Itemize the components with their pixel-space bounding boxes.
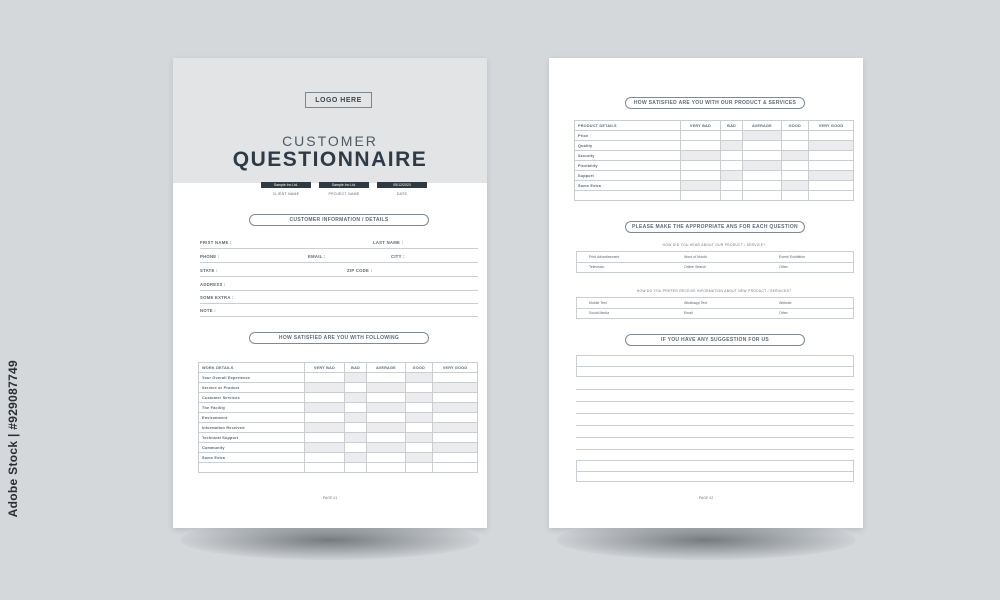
rating-cell[interactable] xyxy=(305,403,345,413)
q1-option-other[interactable]: Other xyxy=(779,265,788,269)
q2-option-mobile-text[interactable]: Mobile Text xyxy=(589,301,607,305)
table-header: BAD xyxy=(344,363,366,373)
rating-cell[interactable] xyxy=(743,171,781,181)
first-name-line[interactable] xyxy=(200,248,478,249)
rating-cell[interactable] xyxy=(720,171,742,181)
section-customer-info: CUSTOMER INFORMATION / DETAILS xyxy=(249,214,429,226)
rating-cell[interactable] xyxy=(433,433,478,443)
table-row xyxy=(575,141,854,151)
row-label: Quality xyxy=(575,141,681,151)
suggestion-line-1[interactable] xyxy=(576,389,854,390)
row-label: Customer Services xyxy=(199,393,305,403)
q1-option-print[interactable]: Print Advertisement xyxy=(589,255,620,259)
rating-cell[interactable] xyxy=(809,131,854,141)
some-extra-line[interactable] xyxy=(200,303,478,304)
q1-option-event[interactable]: Event/ Exhibition xyxy=(779,255,806,259)
rating-cell[interactable] xyxy=(367,403,405,413)
table-row xyxy=(575,171,854,181)
rating-cell[interactable] xyxy=(344,383,366,393)
row-label: Service or Product xyxy=(199,383,305,393)
row-label xyxy=(199,463,305,473)
table-row xyxy=(199,393,478,403)
suggestion-line-5[interactable] xyxy=(576,437,854,438)
row-label: Community xyxy=(199,443,305,453)
rating-cell[interactable] xyxy=(305,423,345,433)
page-number: PAGE 02 xyxy=(698,496,714,500)
rating-cell[interactable] xyxy=(743,141,781,151)
rating-cell[interactable] xyxy=(681,181,721,191)
row-label: Price xyxy=(575,131,681,141)
state-line[interactable] xyxy=(200,276,478,277)
q1-option-television[interactable]: Television xyxy=(589,265,605,269)
row-label: Flexibility xyxy=(575,161,681,171)
rating-cell[interactable] xyxy=(781,191,809,201)
rating-cell[interactable] xyxy=(305,383,345,393)
rating-cell[interactable] xyxy=(809,181,854,191)
rating-cell[interactable] xyxy=(367,393,405,403)
table-row xyxy=(575,151,854,161)
row-label: Technical Support xyxy=(199,433,305,443)
state-label: STATE : xyxy=(200,268,218,273)
row-label: Security xyxy=(575,151,681,161)
last-name-label: LAST NAME : xyxy=(373,240,404,245)
title-customer: CUSTOMER xyxy=(282,133,378,149)
rating-cell[interactable] xyxy=(433,373,478,383)
table-row xyxy=(199,453,478,463)
rating-cell[interactable] xyxy=(344,423,366,433)
rating-cell[interactable] xyxy=(405,403,433,413)
rating-cell[interactable] xyxy=(433,383,478,393)
rating-cell[interactable] xyxy=(405,383,433,393)
rating-cell[interactable] xyxy=(305,413,345,423)
rating-cell[interactable] xyxy=(405,373,433,383)
first-name-label: FRIST NAME : xyxy=(200,240,232,245)
row-label: Some Extra xyxy=(199,453,305,463)
rating-cell[interactable] xyxy=(433,393,478,403)
rating-cell[interactable] xyxy=(344,413,366,423)
suggestion-line-6[interactable] xyxy=(576,449,854,450)
rating-cell[interactable] xyxy=(781,171,809,181)
rating-cell[interactable] xyxy=(405,393,433,403)
table-row xyxy=(199,423,478,433)
rating-cell[interactable] xyxy=(405,413,433,423)
q1-option-online-search[interactable]: Online Search xyxy=(684,265,707,269)
section-how-satisfied: HOW SATISFIED ARE YOU WITH FOLLOWING xyxy=(249,332,429,344)
rating-cell[interactable] xyxy=(367,463,405,473)
section-product-satisfaction: HOW SATISFIED ARE YOU WITH OUR PRODUCT & SERVICES xyxy=(625,97,805,109)
rating-cell[interactable] xyxy=(305,463,345,473)
city-label: CITY : xyxy=(391,254,405,259)
adobe-stock-id: Adobe Stock | #929087749 xyxy=(6,360,20,518)
table-header: VERY GOOD xyxy=(433,363,478,373)
table-row xyxy=(575,181,854,191)
table-header: PRODUCT DETAILS xyxy=(575,121,681,131)
address-label: ADDRESS : xyxy=(200,282,226,287)
note-line[interactable] xyxy=(200,316,478,317)
row-label xyxy=(575,191,681,201)
date-label: DATE xyxy=(396,192,408,196)
rating-cell[interactable] xyxy=(681,161,721,171)
rating-cell[interactable] xyxy=(433,443,478,453)
rating-cell[interactable] xyxy=(720,181,742,191)
row-label: Environment xyxy=(199,413,305,423)
rating-cell[interactable] xyxy=(367,373,405,383)
rating-cell[interactable] xyxy=(367,443,405,453)
satisfaction-table xyxy=(198,362,478,473)
page-one xyxy=(173,58,487,528)
date-value: 05/12/2023 xyxy=(377,182,427,188)
rating-cell[interactable] xyxy=(781,181,809,191)
question-one: HOW DID YOU HEAR ABOUT OUR PRODUCT / SERVICE? xyxy=(662,243,766,247)
rating-cell[interactable] xyxy=(681,141,721,151)
rating-cell[interactable] xyxy=(305,433,345,443)
note-label: NOTE : xyxy=(200,308,216,313)
address-line[interactable] xyxy=(200,290,478,291)
project-name-value: Sample Inc Ltd. xyxy=(319,182,369,188)
q2-option-whatsapp[interactable]: Whatsapp Text xyxy=(684,301,708,305)
phone-line[interactable] xyxy=(200,262,478,263)
table-row xyxy=(199,373,478,383)
table-header: AVERAGE xyxy=(743,121,781,131)
client-name-value: Sample Inc Ltd. xyxy=(261,182,311,188)
rating-cell[interactable] xyxy=(367,423,405,433)
table-header: AVERAGE xyxy=(367,363,405,373)
row-label: Information Received xyxy=(199,423,305,433)
rating-cell[interactable] xyxy=(743,191,781,201)
rating-cell[interactable] xyxy=(344,443,366,453)
suggestion-line-4[interactable] xyxy=(576,425,854,426)
rating-cell[interactable] xyxy=(781,131,809,141)
rating-cell[interactable] xyxy=(743,181,781,191)
table-row xyxy=(575,161,854,171)
rating-cell[interactable] xyxy=(720,151,742,161)
rating-cell[interactable] xyxy=(681,191,721,201)
table-header: GOOD xyxy=(405,363,433,373)
table-header: GOOD xyxy=(781,121,809,131)
q2-option-other[interactable]: Other xyxy=(779,311,788,315)
rating-cell[interactable] xyxy=(433,403,478,413)
rating-cell[interactable] xyxy=(305,443,345,453)
rating-cell[interactable] xyxy=(433,423,478,433)
rating-cell[interactable] xyxy=(681,151,721,161)
rating-cell[interactable] xyxy=(743,131,781,141)
table-row xyxy=(199,443,478,453)
table-row xyxy=(199,383,478,393)
page-number: PAGE 01 xyxy=(322,496,338,500)
phone-label: PHONE : xyxy=(200,254,220,259)
rating-cell[interactable] xyxy=(344,453,366,463)
table-row xyxy=(199,403,478,413)
rating-cell[interactable] xyxy=(720,161,742,171)
rating-cell[interactable] xyxy=(367,383,405,393)
rating-cell[interactable] xyxy=(743,151,781,161)
table-row xyxy=(575,131,854,141)
rating-cell[interactable] xyxy=(681,171,721,181)
rating-cell[interactable] xyxy=(405,423,433,433)
rating-cell[interactable] xyxy=(743,161,781,171)
client-name-label: CLIENT NAME xyxy=(272,192,300,196)
table-row xyxy=(199,463,478,473)
rating-cell[interactable] xyxy=(720,141,742,151)
rating-cell[interactable] xyxy=(720,131,742,141)
title-questionnaire: QUESTIONNAIRE xyxy=(232,148,428,171)
q2-option-social-media[interactable]: Social Media xyxy=(589,311,610,315)
row-label: Your Overall Experience xyxy=(199,373,305,383)
q2-option-website[interactable]: Website xyxy=(779,301,792,305)
question-one-divider xyxy=(576,262,854,263)
zip-label: ZIP CODE : xyxy=(347,268,373,273)
suggestion-top-divider xyxy=(576,366,854,367)
q2-option-email[interactable]: Email xyxy=(684,311,693,315)
table-row xyxy=(199,413,478,423)
email-label: EMAIL : xyxy=(308,254,326,259)
some-extra-label: SOME EXTRA : xyxy=(200,295,234,300)
rating-cell[interactable] xyxy=(344,403,366,413)
rating-cell[interactable] xyxy=(344,393,366,403)
rating-cell[interactable] xyxy=(781,161,809,171)
product-table xyxy=(574,120,854,201)
rating-cell[interactable] xyxy=(720,191,742,201)
rating-cell[interactable] xyxy=(809,191,854,201)
rating-cell[interactable] xyxy=(405,433,433,443)
rating-cell[interactable] xyxy=(433,463,478,473)
q1-option-word-of-mouth[interactable]: Word of Mouth xyxy=(684,255,707,259)
rating-cell[interactable] xyxy=(367,413,405,423)
row-label: Support xyxy=(575,171,681,181)
rating-cell[interactable] xyxy=(367,433,405,443)
section-suggestion: IF YOU HAVE ANY SUGGESTION FOR US xyxy=(625,334,805,346)
row-label: The Facility xyxy=(199,403,305,413)
rating-cell[interactable] xyxy=(809,141,854,151)
rating-cell[interactable] xyxy=(305,453,345,463)
rating-cell[interactable] xyxy=(367,453,405,463)
question-two-divider xyxy=(576,308,854,309)
rating-cell[interactable] xyxy=(809,151,854,161)
rating-cell[interactable] xyxy=(781,141,809,151)
table-header: VERY BAD xyxy=(305,363,345,373)
rating-cell[interactable] xyxy=(344,463,366,473)
question-two: HOW DO YOU PREFER RECEIVE INFORMATION ABOUT NEW PRODUCT / SERVICES? xyxy=(636,289,792,293)
rating-cell[interactable] xyxy=(433,453,478,463)
project-name-label: PROJECT NAME xyxy=(328,192,360,196)
table-row xyxy=(575,191,854,201)
rating-cell[interactable] xyxy=(809,161,854,171)
suggestion-bottom-divider xyxy=(576,471,854,472)
page-two xyxy=(549,58,863,528)
table-header: WORK DETAILS xyxy=(199,363,305,373)
rating-cell[interactable] xyxy=(433,413,478,423)
logo-placeholder: LOGO HERE xyxy=(305,92,372,108)
rating-cell[interactable] xyxy=(809,171,854,181)
rating-cell[interactable] xyxy=(681,131,721,141)
suggestion-line-3[interactable] xyxy=(576,413,854,414)
table-header: VERY BAD xyxy=(681,121,721,131)
row-label: Some Extra xyxy=(575,181,681,191)
rating-cell[interactable] xyxy=(305,373,345,383)
suggestion-line-2[interactable] xyxy=(576,401,854,402)
rating-cell[interactable] xyxy=(781,151,809,161)
rating-cell[interactable] xyxy=(344,433,366,443)
table-row xyxy=(199,433,478,443)
table-header: BAD xyxy=(720,121,742,131)
rating-cell[interactable] xyxy=(344,373,366,383)
rating-cell[interactable] xyxy=(305,393,345,403)
rating-cell[interactable] xyxy=(405,453,433,463)
section-appropriate-ans: PLEASE MAKE THE APPROPRIATE ANS FOR EACH QUESTION xyxy=(625,221,805,233)
rating-cell[interactable] xyxy=(405,443,433,453)
table-header: VERY GOOD xyxy=(809,121,854,131)
rating-cell[interactable] xyxy=(405,463,433,473)
